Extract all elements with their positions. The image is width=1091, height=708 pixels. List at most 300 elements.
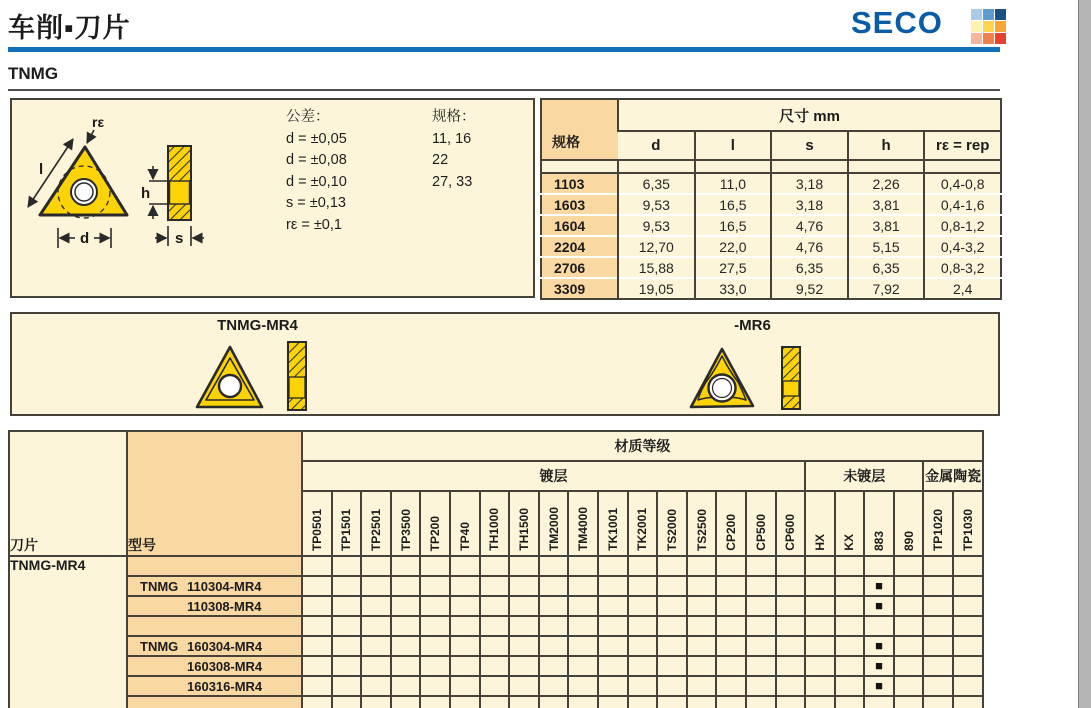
grade-cell-KX xyxy=(835,556,865,576)
insert-style-label-mr4: TNMG-MR4 xyxy=(217,317,298,334)
logo-grid-square xyxy=(971,33,982,44)
grade-cell-TP40 xyxy=(450,596,480,616)
dim-value-cell: 6,35 xyxy=(771,257,848,278)
grade-cell-TP3500 xyxy=(391,556,421,576)
dim-value-cell: 0,4-3,2 xyxy=(924,236,1001,257)
grade-cell-TP1030 xyxy=(953,636,983,656)
grade-group-cell: 金属陶瓷 xyxy=(923,461,982,491)
grade-cell-TH1500 xyxy=(509,636,539,656)
grade-cell-CP600 xyxy=(776,656,806,676)
grade-cell-TK2001 xyxy=(628,556,658,576)
grade-cell-TH1000 xyxy=(480,576,510,596)
seco-logo: SECO xyxy=(851,5,943,40)
grade-cell-TH1500 xyxy=(509,596,539,616)
grade-cell-TP1020 xyxy=(923,636,953,656)
grade-cell-TP200 xyxy=(420,616,450,636)
dim-value-cell: 6,35 xyxy=(618,173,695,194)
grade-cell-890 xyxy=(894,596,924,616)
grade-column-header xyxy=(391,491,421,556)
grade-column-header xyxy=(302,491,332,556)
grade-cell-TK1001 xyxy=(598,676,628,696)
grade-column-label: TP3500 xyxy=(398,508,413,551)
grade-column-header xyxy=(864,491,894,556)
grade-cell-TP40 xyxy=(450,696,480,708)
model-cell xyxy=(127,596,302,616)
grade-cell-TP200 xyxy=(420,636,450,656)
dim-value-cell: 12,70 xyxy=(618,236,695,257)
grade-cell-CP200 xyxy=(716,616,746,636)
grade-column-header xyxy=(835,491,865,556)
grade-column-label: TH1000 xyxy=(487,508,502,551)
grade-cell-TK2001 xyxy=(628,676,658,696)
grade-column-header xyxy=(716,491,746,556)
model-cell xyxy=(127,556,302,576)
grade-cell-TM4000 xyxy=(568,616,598,636)
grade-cell-CP600 xyxy=(776,676,806,696)
grade-cell-TP3500 xyxy=(391,696,421,708)
spec-title: 规格： xyxy=(432,109,476,125)
grade-cell-TP1501 xyxy=(332,596,362,616)
grade-cell-TP1030 xyxy=(953,696,983,708)
grade-cell-HX xyxy=(805,636,835,656)
model-number: 160304-MR4 xyxy=(187,638,263,654)
grade-cell-TH1000 xyxy=(480,556,510,576)
grade-cell-TK2001 xyxy=(628,576,658,596)
grade-cell-TH1500 xyxy=(509,676,539,696)
grade-cell-TH1000 xyxy=(480,656,510,676)
grade-cell-TP40 xyxy=(450,576,480,596)
tolerance-item: rε = ±0,1 xyxy=(286,216,342,233)
dim-value-cell: 5,15 xyxy=(848,236,925,257)
availability-mark: ■ xyxy=(875,598,883,613)
grade-cell-TK2001 xyxy=(628,616,658,636)
grade-cell-CP200 xyxy=(716,676,746,696)
grade-cell-TH1500 xyxy=(509,556,539,576)
grade-cell-CP500 xyxy=(746,676,776,696)
grade-cell-TP200 xyxy=(420,656,450,676)
grade-cell-TP2501 xyxy=(361,616,391,636)
grade-column-header xyxy=(509,491,539,556)
grade-row xyxy=(9,636,983,656)
grade-cell-TP1030 xyxy=(953,616,983,636)
model-cell xyxy=(127,696,302,708)
grade-cell-TP2501 xyxy=(361,696,391,708)
grade-cell-TS2000 xyxy=(657,596,687,616)
grade-cell-883 xyxy=(864,616,894,636)
grade-cell-TP1501 xyxy=(332,556,362,576)
model-cell xyxy=(127,676,302,696)
grade-column-header xyxy=(450,491,480,556)
grade-column-label: TP2501 xyxy=(368,508,383,551)
model-number: 110308-MR4 xyxy=(187,598,262,614)
grade-cell-883 xyxy=(864,596,894,616)
grade-column-label: TP0501 xyxy=(309,508,324,551)
grade-cell-890 xyxy=(894,676,924,696)
grade-cell-TM2000 xyxy=(539,576,569,596)
dim-row xyxy=(541,278,1001,299)
grade-cell-CP600 xyxy=(776,556,806,576)
grade-cell-HX xyxy=(805,556,835,576)
grade-cell-TP3500 xyxy=(391,576,421,596)
gray-divider xyxy=(8,89,1000,91)
grade-row xyxy=(9,556,983,576)
grade-cell-TH1000 xyxy=(480,636,510,656)
grade-cell-TH1500 xyxy=(509,656,539,676)
grade-cell-TS2000 xyxy=(657,576,687,596)
grade-cell-TP1501 xyxy=(332,576,362,596)
tolerance-item: d = ±0,08 xyxy=(286,152,347,168)
grade-cell-TK2001 xyxy=(628,636,658,656)
grade-column-header xyxy=(420,491,450,556)
dim-value-cell: 9,53 xyxy=(618,194,695,215)
re-label: rε xyxy=(92,114,105,130)
grade-column-header xyxy=(628,491,658,556)
grade-cell-890 xyxy=(894,576,924,596)
grade-cell-883 xyxy=(864,636,894,656)
grade-column-label: TP200 xyxy=(428,515,443,551)
grade-cell-TP1020 xyxy=(923,616,953,636)
dim-value-cell: 3,81 xyxy=(848,215,925,236)
grade-column-label: TS2000 xyxy=(664,508,679,551)
dim-value-cell: 0,8-3,2 xyxy=(924,257,1001,278)
grade-cell-TP200 xyxy=(420,556,450,576)
grade-cell-TP200 xyxy=(420,676,450,696)
col-header-l: l xyxy=(695,131,772,160)
grade-row xyxy=(9,616,983,636)
grade-cell-TS2000 xyxy=(657,616,687,636)
grade-cell-TK1001 xyxy=(598,596,628,616)
grade-cell-TH1500 xyxy=(509,576,539,596)
insert-dimension-diagram xyxy=(12,100,262,290)
grade-cell-TS2500 xyxy=(687,556,717,576)
grade-cell-TS2500 xyxy=(687,656,717,676)
dim-value-cell: 4,76 xyxy=(771,215,848,236)
tolerance-block xyxy=(286,107,347,236)
logo-grid-square xyxy=(995,33,1006,44)
grade-cell-TM2000 xyxy=(539,616,569,636)
dim-value-cell: 0,8-1,2 xyxy=(924,215,1001,236)
availability-mark: ■ xyxy=(875,638,883,653)
dim-row xyxy=(541,173,1001,194)
grade-column-label: TP40 xyxy=(457,522,472,551)
grade-column-label: HX xyxy=(812,534,827,551)
grade-cell-TP1020 xyxy=(923,556,953,576)
spec-item: 22 xyxy=(432,152,449,168)
grade-column-header xyxy=(539,491,569,556)
grade-cell-CP500 xyxy=(746,556,776,576)
grade-cell-CP200 xyxy=(716,696,746,708)
section-title: TNMG xyxy=(8,64,59,83)
grade-cell-CP200 xyxy=(716,556,746,576)
grade-cell-TM4000 xyxy=(568,556,598,576)
grade-column-label: TK2001 xyxy=(635,508,650,551)
grade-cell-TP1501 xyxy=(332,676,362,696)
grade-cell-TP40 xyxy=(450,556,480,576)
logo-grid-square xyxy=(983,9,994,20)
grade-cell-TM4000 xyxy=(568,696,598,708)
dim-value-cell: 6,35 xyxy=(848,257,925,278)
grade-cell-TP0501 xyxy=(302,636,332,656)
grade-row xyxy=(9,596,983,616)
grade-cell-TP40 xyxy=(450,636,480,656)
grade-cell-TP40 xyxy=(450,656,480,676)
grade-cell-890 xyxy=(894,636,924,656)
dim-value-cell: 3,81 xyxy=(848,194,925,215)
grade-cell-CP600 xyxy=(776,616,806,636)
size-mm-header: 尺寸 mm xyxy=(618,99,1001,131)
grade-cell-KX xyxy=(835,696,865,708)
grade-cell-TP3500 xyxy=(391,656,421,676)
grade-cell-TK1001 xyxy=(598,616,628,636)
grade-cell-CP600 xyxy=(776,596,806,616)
grade-cell-TP0501 xyxy=(302,576,332,596)
mr4-insert-image xyxy=(188,334,328,414)
grade-cell-TP1020 xyxy=(923,696,953,708)
grade-cell-TP1501 xyxy=(332,656,362,676)
grade-cell-TP0501 xyxy=(302,596,332,616)
grade-cell-TP1030 xyxy=(953,576,983,596)
grade-cell-KX xyxy=(835,596,865,616)
grade-group-cell: 镀层 xyxy=(302,461,805,491)
dim-value-cell: 16,5 xyxy=(695,194,772,215)
grade-cell-TP1501 xyxy=(332,696,362,708)
model-column-header: 型号 xyxy=(127,431,302,556)
dim-row xyxy=(541,194,1001,215)
grade-cell-CP200 xyxy=(716,656,746,676)
grade-cell-TH1500 xyxy=(509,696,539,708)
grade-cell-TP200 xyxy=(420,696,450,708)
grade-cell-TP200 xyxy=(420,576,450,596)
grade-cell-TM4000 xyxy=(568,676,598,696)
grade-cell-TS2000 xyxy=(657,636,687,656)
grade-cell-TM4000 xyxy=(568,636,598,656)
grade-cell-HX xyxy=(805,596,835,616)
grade-cell-TK1001 xyxy=(598,696,628,708)
logo-grid-square xyxy=(971,9,982,20)
grade-column-label: 890 xyxy=(901,530,916,551)
grade-cell-TM4000 xyxy=(568,576,598,596)
grade-cell-HX xyxy=(805,656,835,676)
grade-cell-883 xyxy=(864,576,894,596)
dim-value-cell: 7,92 xyxy=(848,278,925,299)
grade-column-header xyxy=(953,491,983,556)
grade-cell-CP200 xyxy=(716,576,746,596)
h-label: h xyxy=(141,185,151,202)
grade-column-header xyxy=(598,491,628,556)
grade-cell-TP1020 xyxy=(923,576,953,596)
grade-cell-TP0501 xyxy=(302,676,332,696)
dim-table-body xyxy=(541,173,1001,299)
grade-cell-CP200 xyxy=(716,596,746,616)
spec-item: 11, 16 xyxy=(432,130,472,147)
grade-cell-CP600 xyxy=(776,696,806,708)
grade-cell-TP2501 xyxy=(361,676,391,696)
grade-cell-TM4000 xyxy=(568,596,598,616)
grade-cell-TP1020 xyxy=(923,656,953,676)
grade-column-header xyxy=(687,491,717,556)
model-prefix: TNMG xyxy=(140,638,179,654)
grade-cell-CP500 xyxy=(746,656,776,676)
grade-cell-890 xyxy=(894,696,924,708)
logo-grid-square xyxy=(983,33,994,44)
scrollbar[interactable] xyxy=(1078,0,1091,708)
grade-cell-TM2000 xyxy=(539,676,569,696)
grade-cell-TP2501 xyxy=(361,656,391,676)
grade-cell-TH1000 xyxy=(480,596,510,616)
dimension-table xyxy=(540,98,1002,300)
grade-cell-TP1030 xyxy=(953,556,983,576)
model-cell xyxy=(127,656,302,676)
grade-cell-CP600 xyxy=(776,576,806,596)
grade-cell-TP1030 xyxy=(953,656,983,676)
grade-cell-KX xyxy=(835,636,865,656)
grade-cell-KX xyxy=(835,616,865,636)
insert-style-label-mr6: -MR6 xyxy=(734,317,771,334)
model-cell xyxy=(127,616,302,636)
grade-column-header xyxy=(894,491,924,556)
grade-cell-TS2500 xyxy=(687,616,717,636)
grade-cell-TS2500 xyxy=(687,596,717,616)
dim-value-cell: 9,52 xyxy=(771,278,848,299)
grade-group-header: 材质等级 xyxy=(302,431,983,461)
col-header-re: rε = rep xyxy=(924,131,1001,160)
dim-value-cell: 4,76 xyxy=(771,236,848,257)
tolerance-item: s = ±0,13 xyxy=(286,195,346,211)
grade-cell-TP2501 xyxy=(361,596,391,616)
grade-cell-TS2500 xyxy=(687,636,717,656)
spec-column-header: 规格 xyxy=(541,99,618,160)
grade-cell-KX xyxy=(835,656,865,676)
grade-cell-CP500 xyxy=(746,636,776,656)
s-label: s xyxy=(175,230,184,247)
grade-column-label: TP1501 xyxy=(339,508,354,551)
seco-logo-grid-icon xyxy=(971,9,1006,44)
grade-column-label: 883 xyxy=(872,530,887,551)
insert-column-header: 刀片 xyxy=(9,431,127,556)
grade-row xyxy=(9,656,983,676)
grade-row xyxy=(9,576,983,596)
spacer-row xyxy=(541,160,1001,173)
grade-cell-TS2000 xyxy=(657,656,687,676)
grade-cell-TP1020 xyxy=(923,596,953,616)
grade-cell-890 xyxy=(894,656,924,676)
dim-value-cell: 27,5 xyxy=(695,257,772,278)
dim-spec-cell: 3309 xyxy=(541,278,618,299)
grade-column-header xyxy=(332,491,362,556)
grade-cell-TP2501 xyxy=(361,556,391,576)
grade-column-header xyxy=(361,491,391,556)
grade-cell-TK1001 xyxy=(598,656,628,676)
dim-value-cell: 9,53 xyxy=(618,215,695,236)
model-cell xyxy=(127,636,302,656)
grade-cell-883 xyxy=(864,696,894,708)
dim-row xyxy=(541,215,1001,236)
grade-cell-HX xyxy=(805,696,835,708)
grade-column-header xyxy=(480,491,510,556)
grade-cell-TP3500 xyxy=(391,596,421,616)
grade-cell-TM2000 xyxy=(539,696,569,708)
grade-cell-HX xyxy=(805,616,835,636)
grade-cell-TP0501 xyxy=(302,696,332,708)
logo-grid-square xyxy=(995,9,1006,20)
grade-cell-TP3500 xyxy=(391,676,421,696)
grade-cell-CP600 xyxy=(776,636,806,656)
grade-cell-TS2000 xyxy=(657,696,687,708)
grade-row xyxy=(9,676,983,696)
model-prefix: TNMG xyxy=(140,578,179,594)
dim-spec-cell: 1103 xyxy=(541,173,618,194)
grade-table-body xyxy=(9,556,983,708)
grade-column-label: CP200 xyxy=(724,514,739,551)
availability-mark: ■ xyxy=(875,658,883,673)
grade-column-label: CP500 xyxy=(753,514,768,551)
page-title: 车削▪刀片 xyxy=(8,13,131,43)
grade-cell-TP0501 xyxy=(302,556,332,576)
grade-cell-TS2500 xyxy=(687,696,717,708)
dim-spec-cell: 1603 xyxy=(541,194,618,215)
grade-cell-TP3500 xyxy=(391,616,421,636)
grade-row xyxy=(9,696,983,708)
grade-cell-890 xyxy=(894,556,924,576)
dim-value-cell: 22,0 xyxy=(695,236,772,257)
grade-column-header xyxy=(805,491,835,556)
availability-mark: ■ xyxy=(875,678,883,693)
logo-grid-square xyxy=(971,21,982,32)
dim-row xyxy=(541,257,1001,278)
dim-value-cell: 3,18 xyxy=(771,173,848,194)
grade-cell-TS2000 xyxy=(657,676,687,696)
d-label: d xyxy=(80,230,90,247)
spec-block xyxy=(432,107,476,193)
grade-table xyxy=(8,430,984,708)
grade-cell-883 xyxy=(864,676,894,696)
logo-grid-square xyxy=(995,21,1006,32)
grade-column-label: TM2000 xyxy=(546,506,561,551)
dim-value-cell: 2,26 xyxy=(848,173,925,194)
dim-value-cell: 2,4 xyxy=(924,278,1001,299)
grade-column-label: TP1030 xyxy=(960,508,975,551)
grade-column-label: TP1020 xyxy=(931,508,946,551)
blue-divider xyxy=(8,47,1000,52)
dim-row xyxy=(541,236,1001,257)
grade-cell-HX xyxy=(805,676,835,696)
grade-column-label: TS2500 xyxy=(694,508,709,551)
mr6-insert-image xyxy=(678,334,818,414)
grade-cell-TK2001 xyxy=(628,596,658,616)
grade-cell-CP200 xyxy=(716,636,746,656)
col-header-s: s xyxy=(771,131,848,160)
grade-cell-TP0501 xyxy=(302,616,332,636)
grade-cell-883 xyxy=(864,556,894,576)
grade-cell-TP0501 xyxy=(302,656,332,676)
grade-cell-TS2000 xyxy=(657,556,687,576)
model-cell xyxy=(127,576,302,596)
insert-family-cell: TNMG-MR4 xyxy=(9,556,127,708)
grade-column-header xyxy=(746,491,776,556)
grade-cell-CP500 xyxy=(746,596,776,616)
grade-column-label: CP600 xyxy=(783,514,798,551)
model-number: 160308-MR4 xyxy=(187,658,263,674)
dim-value-cell: 33,0 xyxy=(695,278,772,299)
grade-cell-TK1001 xyxy=(598,556,628,576)
grade-column-header xyxy=(923,491,953,556)
grade-column-header xyxy=(568,491,598,556)
dim-value-cell: 16,5 xyxy=(695,215,772,236)
grade-column-label: TK1001 xyxy=(605,508,620,551)
grade-cell-HX xyxy=(805,576,835,596)
grade-cell-TP40 xyxy=(450,676,480,696)
grade-group-cell: 未镀层 xyxy=(805,461,923,491)
